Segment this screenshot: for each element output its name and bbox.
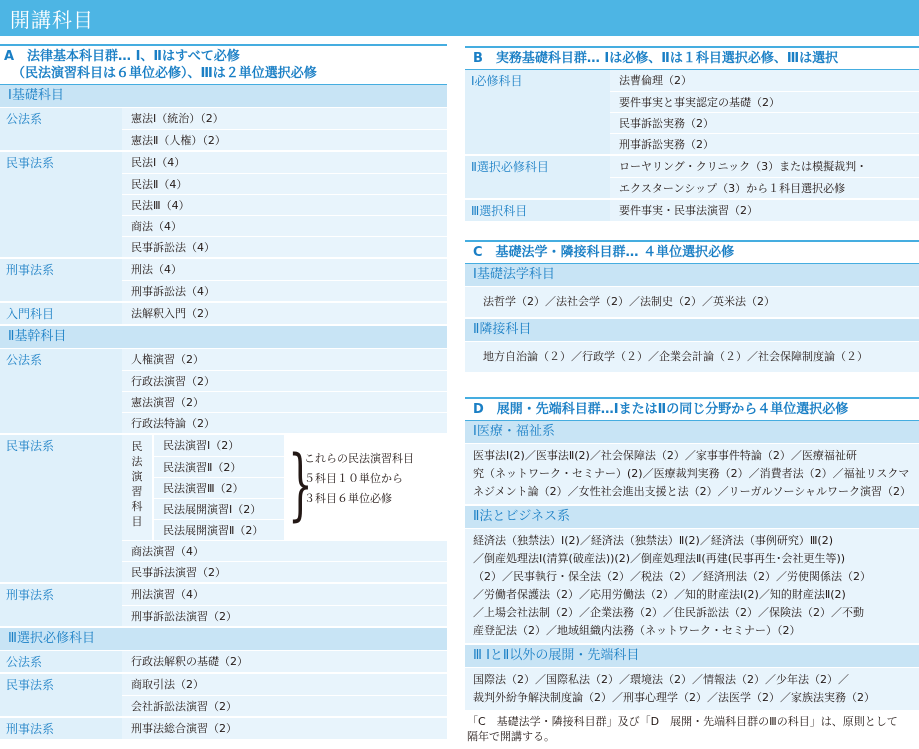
text-line: （2）／民事執行・保全法（2）／税法（2）／経済刑法（2）／労使関係法（2）: [473, 570, 871, 583]
minpo-block: [122, 435, 447, 540]
a-iii-group: [0, 651, 447, 674]
a-i-item: 法解釈入門（2）: [122, 303, 447, 324]
a-i-item: 刑事訴訟法（4）: [122, 280, 447, 301]
d-sub-1-text: [465, 444, 919, 506]
text-line: ネジメント論（2）／女性社会進出支援と法（2）／リーガルソーシャルワーク演習（2）: [473, 485, 912, 498]
a-i-group: [0, 108, 447, 152]
a-ii-item: 商法演習（4）: [122, 540, 447, 561]
a-i-title: Ⅰ基礎科目: [0, 85, 447, 108]
d-sub-2-text: [465, 529, 919, 645]
a-i-item: 民法Ⅲ（4）: [122, 194, 447, 215]
text-line: 隔年で開講する。: [467, 730, 555, 743]
a-iii-item: 行政法解釈の基礎（2）: [122, 651, 447, 672]
b-items: [610, 200, 919, 221]
section-c: [465, 240, 919, 374]
b-category: Ⅱ選択必修科目: [465, 156, 610, 198]
section-a: [0, 44, 447, 741]
minpo-label: [122, 435, 154, 540]
minpo-label-char: 民: [131, 440, 143, 453]
b-items: [610, 70, 919, 154]
a-i-item: 民法Ⅰ（4）: [122, 152, 447, 173]
minpo-note-line: これらの民法演習科目: [304, 452, 414, 465]
a-i-category: 入門科目: [0, 303, 122, 324]
a-ii-group: [0, 584, 447, 628]
a-ii-item: 行政法演習（2）: [122, 370, 447, 391]
minpo-item: 民法展開演習Ⅱ（2）: [154, 519, 284, 540]
a-i-group: [0, 259, 447, 303]
text-line: 経済法（独禁法）Ⅰ(2)／経済法（独禁法）Ⅱ(2)／経済法（事例研究）Ⅲ(2): [473, 534, 833, 547]
section-a-title: A 法律基本科目群… Ⅰ、Ⅱはすべて必修 （民法演習科目は６単位必修）、Ⅲは２単位選択必修: [0, 44, 447, 85]
a-ii-group: [0, 349, 447, 435]
b-group: [465, 70, 919, 156]
a-i-items: [122, 108, 447, 150]
d-sub-2-title: Ⅱ法とビジネス系: [465, 506, 919, 529]
text-line: 産登記法（2）／地域組織内法務（ネットワーク・セミナー）（2）: [473, 624, 801, 637]
a-iii-item: 会社訴訟法演習（2）: [122, 695, 447, 716]
a-i-item: 商法（4）: [122, 215, 447, 236]
a-ii-item: 民事訴法演習（2）: [122, 561, 447, 582]
minpo-item: 民法演習Ⅱ（2）: [154, 456, 284, 477]
b-item: 法曹倫理（2）: [610, 70, 919, 91]
minpo-label-char: 演: [131, 470, 143, 483]
b-item: 要件事実・民事法演習（2）: [610, 200, 919, 221]
page-title: 開講科目: [10, 8, 94, 32]
a-ii-item: 刑事訴訟法演習（2）: [122, 605, 447, 626]
a-iii-category: 民事法系: [0, 674, 122, 716]
a-ii-category: 刑事法系: [0, 584, 122, 626]
c-sub-1-text: 法哲学（2）／法社会学（2）／法制史（2）／英米法（2）: [465, 287, 919, 319]
a-i-item: 民法Ⅱ（4）: [122, 173, 447, 194]
c-sub-1-title: Ⅰ基礎法学科目: [465, 264, 919, 287]
a-ii-category: 公法系: [0, 349, 122, 433]
d-sub-1-title: Ⅰ医療・福祉系: [465, 421, 919, 444]
minpo-label-char: 科: [131, 500, 143, 513]
minpo-item: 民法演習Ⅰ（2）: [154, 435, 284, 456]
minpo-item: 民法展開演習Ⅰ（2）: [154, 498, 284, 519]
minpo-item: 民法演習Ⅲ（2）: [154, 477, 284, 498]
a-i-group: [0, 152, 447, 259]
a-iii-group: [0, 718, 447, 741]
b-item: 民事訴訟実務（2）: [610, 112, 919, 133]
minpo-label-char: 法: [131, 455, 143, 468]
a-i-category: 公法系: [0, 108, 122, 150]
a-iii-items: [122, 718, 447, 739]
text-line: 医事法Ⅰ(2)／医事法Ⅱ(2)／社会保障法（2）／家事事件特論（2）／医療福祉研: [473, 449, 857, 462]
a-iii-title: Ⅲ選択必修科目: [0, 628, 447, 651]
text-line: 国際法（2）／国際私法（2）／環境法（2）／情報法（2）／少年法（2）／: [473, 673, 849, 686]
minpo-label-char: 目: [131, 515, 143, 528]
b-group: [465, 200, 919, 223]
page-header: [0, 0, 919, 36]
a-iii-items: [122, 651, 447, 672]
b-category: Ⅲ選択科目: [465, 200, 610, 221]
text-line: ／倒産処理法Ⅰ(清算(破産法))(2)／倒産処理法Ⅱ(再建(民事再生･会社更生等)): [473, 552, 846, 565]
a-ii-title: Ⅱ基幹科目: [0, 326, 447, 349]
a-i-item: 憲法Ⅰ（統治）（2）: [122, 108, 447, 129]
a-i-item: 民事訴訟法（4）: [122, 236, 447, 257]
b-item: ローヤリング・クリニック（3）または模擬裁判・: [610, 156, 919, 177]
b-group: [465, 156, 919, 200]
a-i-items: [122, 303, 447, 324]
text-line: 「C 基礎法学・隣接科目群」及び「D 展開・先端科目群のⅢの科目」は、原則として: [467, 715, 898, 728]
a-ii-items: [122, 349, 447, 433]
b-item: 刑事訴訟実務（2）: [610, 133, 919, 154]
text-line: ／上場会社法制（2）／企業法務（2）／住民訴訟法（2）／保険法（2）／不動: [473, 606, 864, 619]
section-b: [465, 46, 919, 223]
text-line: 裁判外紛争解決制度論（2）／刑事心理学（2）／法医学（2）／家族法実務（2）: [473, 691, 875, 704]
b-items: [610, 156, 919, 198]
a-iii-group: [0, 674, 447, 718]
a-ii-items: [122, 584, 447, 626]
minpo-note: [300, 435, 414, 540]
minpo-bracket: }: [288, 440, 313, 530]
minpo-list: [154, 435, 284, 540]
a-ii-item: 行政法特論（2）: [122, 412, 447, 433]
c-sub-2-text: 地方自治論（２）／行政学（２）／企業会計論（２）／社会保障制度論（２）: [465, 342, 919, 374]
a-i-items: [122, 259, 447, 301]
a-i-category: 刑事法系: [0, 259, 122, 301]
a-iii-items: [122, 674, 447, 716]
a-iii-category: 公法系: [0, 651, 122, 672]
a-ii-item: 人権演習（2）: [122, 349, 447, 370]
footnote: [465, 712, 919, 746]
c-sub-2-title: Ⅱ隣接科目: [465, 319, 919, 342]
section-d-title: D 展開・先端科目群…ⅠまたはⅡの同じ分野から４単位選択必修: [465, 397, 919, 421]
a-i-category: 民事法系: [0, 152, 122, 257]
a-ii-civil-group: [0, 435, 447, 584]
a-i-item: 憲法Ⅱ（人権）（2）: [122, 129, 447, 150]
d-sub-3-text: [465, 668, 919, 712]
minpo-label-char: 習: [131, 485, 143, 498]
a-ii-item: 刑法演習（4）: [122, 584, 447, 605]
text-line: ／労働者保護法（2）／応用労働法（2）／知的財産法Ⅰ(2)／知的財産法Ⅱ(2): [473, 588, 846, 601]
b-item: エクスターンシップ（3）から１科目選択必修: [610, 177, 919, 198]
a-ii-civil-items: [122, 435, 447, 582]
a-iii-category: 刑事法系: [0, 718, 122, 739]
section-b-title: B 実務基礎科目群… Ⅰは必修、Ⅱは１科目選択必修、Ⅲは選択: [465, 46, 919, 70]
d-sub-3-title: Ⅲ ⅠとⅡ以外の展開・先端科目: [465, 645, 919, 668]
section-c-title: C 基礎法学・隣接科目群… ４単位選択必修: [465, 240, 919, 264]
b-category: Ⅰ必修科目: [465, 70, 610, 154]
a-i-group: [0, 303, 447, 326]
a-iii-item: 刑事法総合演習（2）: [122, 718, 447, 739]
a-i-items: [122, 152, 447, 257]
a-iii-item: 商取引法（2）: [122, 674, 447, 695]
text-line: 究（ネットワーク・セミナー）(2)／医療裁判実務（2）／消費者法（2）／福祉リスクマ: [473, 467, 910, 480]
b-item: 要件事実と事実認定の基礎（2）: [610, 91, 919, 112]
minpo-note-line: ３科目６単位必修: [304, 492, 392, 505]
section-d: [465, 397, 919, 746]
a-ii-item: 憲法演習（2）: [122, 391, 447, 412]
minpo-note-line: ５科目１０単位から: [304, 472, 403, 485]
a-ii-civil-category: 民事法系: [0, 435, 122, 582]
a-i-item: 刑法（4）: [122, 259, 447, 280]
